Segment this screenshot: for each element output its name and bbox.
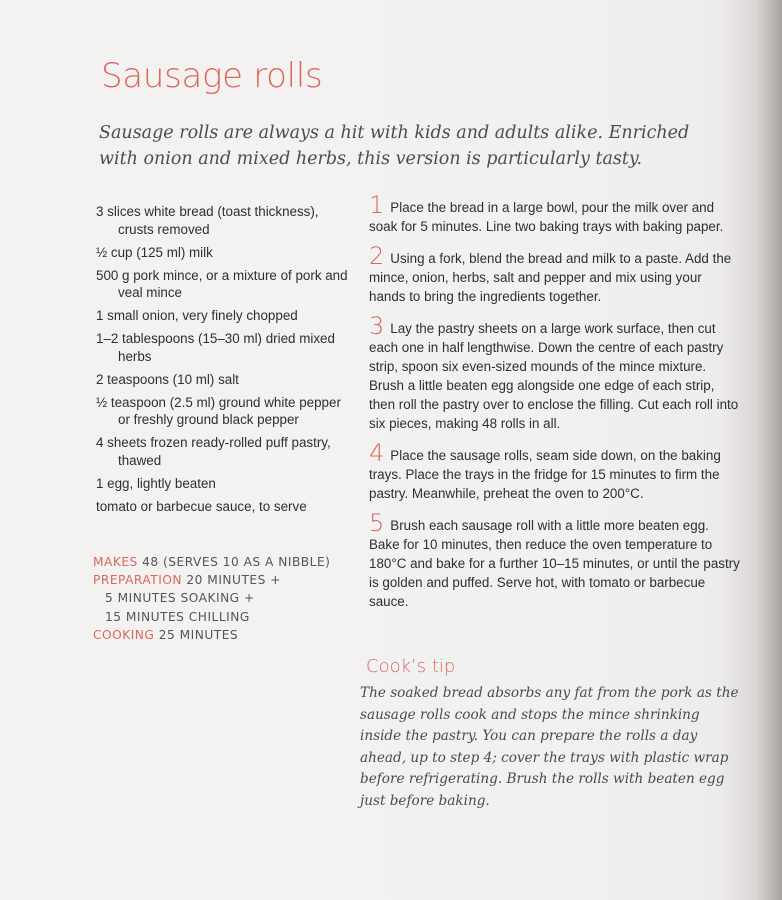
ingredient-item: ½ teaspoon (2.5 ml) ground white pepper or freshly ground black pepper — [96, 394, 341, 427]
ingredient-item: ½ cup (125 ml) milk — [96, 244, 213, 260]
ingredients-list — [96, 203, 351, 521]
method-step — [369, 509, 741, 611]
ingredient-item: 500 g pork mince, or a mixture of pork and veal mince — [96, 267, 348, 300]
ingredient-item: 4 sheets frozen ready-rolled puff pastry, thawed — [96, 435, 331, 468]
preparation-chilling: 15 MINUTES CHILLING — [105, 609, 250, 624]
recipe-meta — [93, 553, 348, 644]
cooking-label: COOKING — [93, 627, 155, 642]
preparation-label: PREPARATION — [93, 573, 183, 588]
method-step — [369, 242, 741, 306]
step-number: 4 — [369, 439, 385, 467]
step-number: 1 — [369, 191, 385, 219]
ingredient-item: 1–2 tablespoons (15–30 ml) dried mixed herbs — [96, 331, 335, 364]
method-step — [369, 439, 741, 503]
preparation-line — [93, 571, 348, 589]
ingredient-item: 1 egg, lightly beaten — [96, 475, 216, 491]
book-spine-shadow — [756, 0, 782, 900]
recipe-intro: Sausage rolls are always a hit with kids and adults alike. Enriched with onion and mixed herbs, this version is particularly tasty. — [99, 123, 690, 169]
step-number: 2 — [369, 242, 385, 270]
step-text: Place the bread in a large bowl, pour the milk over and soak for 5 minutes. Line two baking trays with baking paper. — [369, 200, 724, 234]
ingredient-item: 1 small onion, very finely chopped — [96, 308, 298, 323]
step-text: Place the sausage rolls, seam side down, on the baking trays. Place the trays in the fridge for 15 minutes to firm the pastry. Meanwhile, preheat the oven to 200°C. — [369, 448, 721, 501]
preparation-value: 20 MINUTES + — [186, 573, 281, 588]
cooking-value: 25 MINUTES — [158, 627, 239, 642]
ingredient-item: 2 teaspoons (10 ml) salt — [96, 371, 239, 387]
cooks-tip-heading: Cook’s tip — [366, 656, 456, 677]
makes-value: 48 (SERVES 10 AS A NIBBLE) — [142, 555, 331, 569]
preparation-soaking: 5 MINUTES SOAKING + — [105, 591, 255, 606]
method-steps — [369, 191, 741, 622]
recipe-title: Sausage rolls — [101, 56, 323, 96]
step-text: Using a fork, blend the bread and milk to a paste. Add the mince, onion, herbs, salt and pepper and mix using your hands to bring the ingredients together. — [369, 251, 732, 304]
ingredient-item: tomato or barbecue sauce, to serve — [96, 498, 307, 514]
cooking-line — [93, 626, 348, 644]
step-text: Lay the pastry sheets on a large work surface, then cut each one in half lengthwise. Down the centre of each pastry strip, spoon six even-sized mounds of the mince mixture. Brush a little beaten egg alongside one edge of each strip, then roll the pastry over to enclose the filling. Cut each roll into six pieces, making 48 rolls in all. — [369, 321, 739, 431]
makes-label: MAKES — [93, 555, 138, 569]
ingredient-item: 3 slices white bread (toast thickness), crusts removed — [96, 204, 319, 237]
method-step — [369, 312, 741, 433]
step-text: Brush each sausage roll with a little more beaten egg. Bake for 10 minutes, then reduce the oven temperature to 180°C and bake for a further 10–15 minutes, or until the pastry is golden and puffed. Serve hot, with tomato or barbecue sauce. — [369, 518, 740, 609]
makes-line — [93, 553, 348, 571]
cooks-tip-text: The soaked bread absorbs any fat from the pork as the sausage rolls cook and stops the mince shrinking inside the pastry. You can prepare the rolls a day ahead, up to step 4; cover the trays with plastic wrap before refrigerating. Brush the rolls with beaten egg just before baking. — [360, 685, 739, 809]
step-number: 5 — [369, 509, 385, 537]
step-number: 3 — [369, 312, 385, 340]
method-step — [369, 191, 741, 236]
